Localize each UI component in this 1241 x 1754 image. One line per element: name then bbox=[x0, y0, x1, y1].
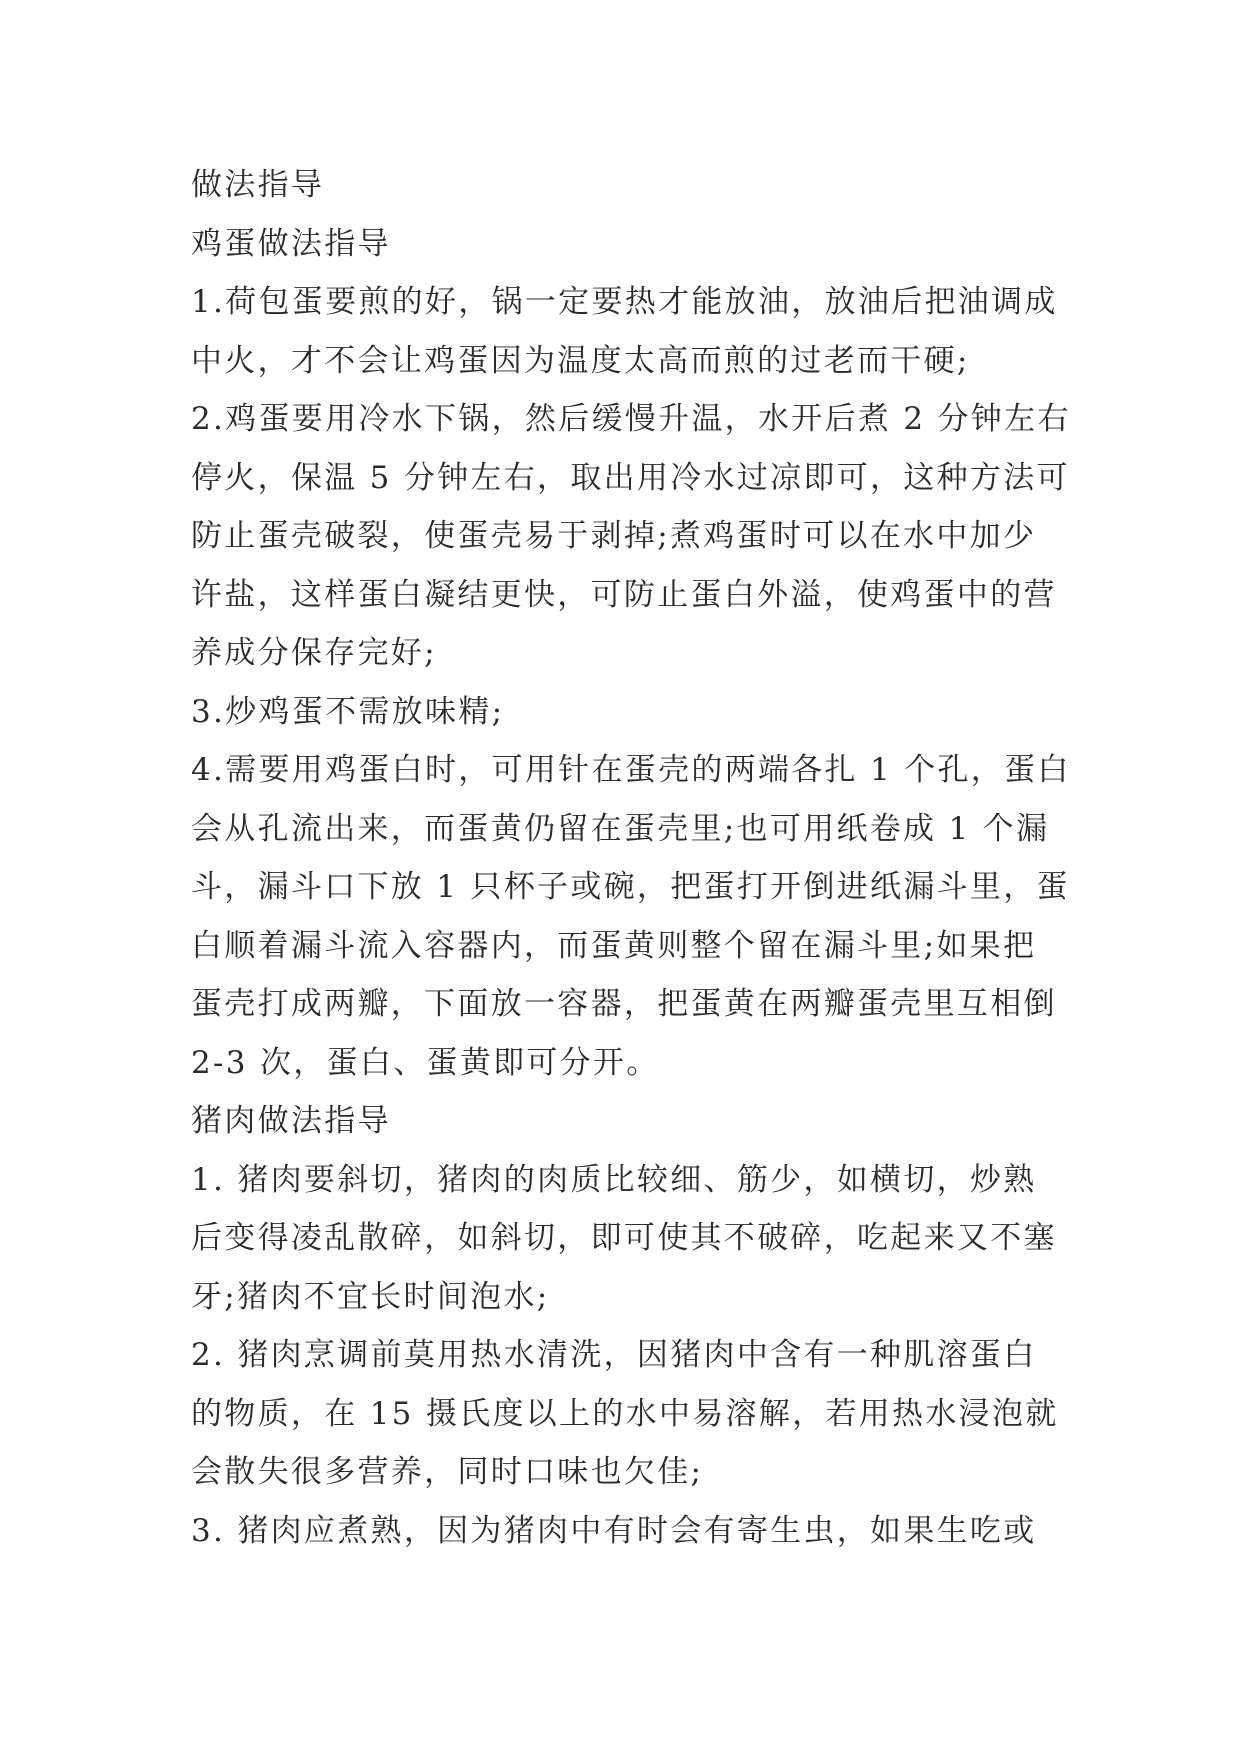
egg-item-1-line-2: 中火，才不会让鸡蛋因为温度太高而煎的过老而干硬; bbox=[191, 342, 970, 379]
pork-item-1-line-2: 后变得凌乱散碎，如斜切，即可使其不破碎，吃起来又不塞 bbox=[191, 1220, 1057, 1256]
document-body bbox=[191, 156, 1071, 1560]
egg-item-4-line-6: 2-3 次，蛋白、蛋黄即可分开。 bbox=[191, 1044, 660, 1081]
egg-item-2-line-2: 停火，保温 5 分钟左右，取出用冷水过凉即可，这种方法可 bbox=[191, 459, 1070, 496]
egg-item-4-line-4: 白顺着漏斗流入容器内，而蛋黄则整个留在漏斗里;如果把 bbox=[191, 927, 1037, 964]
pork-item-2-line-1: 2. 猪肉烹调前莫用热水清洗，因猪肉中含有一种肌溶蛋白 bbox=[191, 1337, 1037, 1373]
egg-item-1-line-1: 1.荷包蛋要煎的好，锅一定要热才能放油，放油后把油调成 bbox=[191, 284, 1058, 320]
section-heading-pork: 猪肉做法指导 bbox=[191, 1103, 391, 1139]
pork-item-2-line-2: 的物质，在 15 摄氏度以上的水中易溶解，若用热水浸泡就 bbox=[191, 1395, 1059, 1432]
section-heading-egg: 鸡蛋做法指导 bbox=[191, 225, 391, 262]
pork-item-3-line-1: 3. 猪肉应煮熟，因为猪肉中有时会有寄生虫，如果生吃或 bbox=[191, 1512, 1037, 1549]
egg-item-2-line-5: 养成分保存完好; bbox=[191, 635, 437, 671]
egg-item-3-line-1: 3.炒鸡蛋不需放味精; bbox=[191, 693, 505, 730]
pork-item-1-line-1: 1. 猪肉要斜切，猪肉的肉质比较细、筋少，如横切，炒熟 bbox=[191, 1161, 1037, 1198]
egg-item-4-line-2: 会从孔流出来，而蛋黄仍留在蛋壳里;也可用纸卷成 1 个漏 bbox=[191, 810, 1050, 847]
document-title: 做法指导 bbox=[191, 167, 325, 203]
egg-item-2-line-1: 2.鸡蛋要用冷水下锅，然后缓慢升温，水开后煮 2 分钟左右 bbox=[191, 401, 1071, 437]
egg-item-2-line-4: 许盐，这样蛋白凝结更快，可防止蛋白外溢，使鸡蛋中的营 bbox=[191, 576, 1057, 613]
egg-item-4-line-5: 蛋壳打成两瓣，下面放一容器，把蛋黄在两瓣蛋壳里互相倒 bbox=[191, 986, 1057, 1022]
pork-item-2-line-3: 会散失很多营养，同时口味也欠佳; bbox=[191, 1454, 704, 1490]
egg-item-4-line-1: 4.需要用鸡蛋白时，可用针在蛋壳的两端各扎 1 个孔，蛋白 bbox=[191, 752, 1071, 788]
egg-item-4-line-3: 斗，漏斗口下放 1 只杯子或碗，把蛋打开倒进纸漏斗里，蛋 bbox=[191, 869, 1070, 905]
pork-item-1-line-3: 牙;猪肉不宜长时间泡水; bbox=[191, 1278, 550, 1315]
egg-item-2-line-3: 防止蛋壳破裂，使蛋壳易于剥掉;煮鸡蛋时可以在水中加少 bbox=[191, 518, 1037, 554]
